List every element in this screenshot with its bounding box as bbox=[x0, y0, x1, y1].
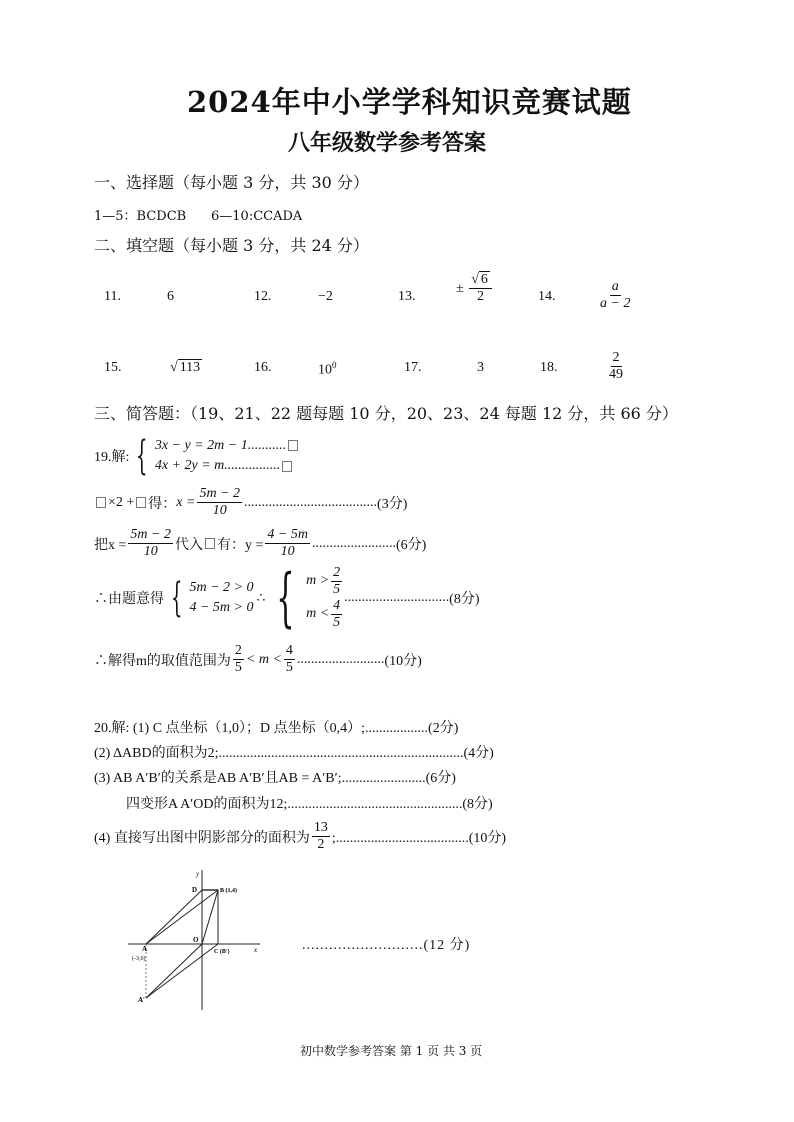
coordinate-figure bbox=[124, 862, 274, 1012]
fraction-denominator: 49 bbox=[609, 367, 623, 383]
score: (8分) bbox=[449, 592, 480, 608]
score: (3分) bbox=[377, 496, 408, 512]
fraction bbox=[598, 279, 632, 312]
fill-item-answer: √ 113 bbox=[170, 360, 201, 375]
point-a2-label: A′ bbox=[138, 996, 146, 1004]
point-o-label: O bbox=[193, 936, 199, 944]
fill-item-no: 16. bbox=[254, 360, 272, 375]
point-a-coord: (-3,0) bbox=[132, 956, 146, 962]
left-brace: { bbox=[170, 575, 183, 622]
score: (6分) bbox=[395, 537, 427, 553]
fill-item-answer: 6 bbox=[167, 289, 174, 304]
section-choice-heading: 一、选择题（每小题 3 分，共 30 分） bbox=[94, 173, 369, 192]
fraction bbox=[469, 272, 492, 305]
fill-item-no: 13. bbox=[398, 289, 416, 304]
score: (10分) bbox=[384, 653, 422, 669]
inequality-system: m > $\frac{2}{5}$ m < $\frac{4}{5}$ bbox=[306, 565, 341, 631]
q19-step3: ∴由题意得 { 5m − 2 > 0 4 − 5m > 0 ∴ { m > $\frac{2}{5}$ m < $\frac{4}{5}$ .............................. (8分) bbox=[94, 561, 480, 636]
q19-step4: ∴解得m的取值范围为 $\frac{2}{5}$ < m < $\frac{4}{5}$ ......................... (10分) bbox=[94, 643, 422, 676]
q20-line3: (3) AB A′B′的关系是AB A′B′且AB = A′B′;........................(6分) bbox=[94, 771, 456, 786]
fill-item-no: 11. bbox=[104, 289, 121, 304]
fill-item-no: 12. bbox=[254, 289, 272, 304]
q19-step2: 把x = $\frac{5m - 2}{10}$ 代入 有：y = $\frac{4 - 5m}{10}$ ........................ (6分) bbox=[94, 527, 427, 560]
q20-line1: 20.解: (1) C 点坐标（1,0）；D 点坐标（0,4）;..................(2分) bbox=[94, 721, 459, 736]
fill-item-answer bbox=[605, 350, 627, 383]
y-label: y bbox=[196, 870, 200, 878]
point-d-label: D bbox=[192, 886, 198, 894]
point-a-label: A bbox=[142, 945, 148, 953]
fraction-numerator: √ 6 bbox=[469, 272, 492, 289]
q20-line4: 四变形A A′OD的面积为12;..................................................(8分) bbox=[126, 797, 493, 812]
fill-item-no: 18. bbox=[540, 360, 558, 375]
q19-label: 19.解: bbox=[94, 450, 130, 466]
section-short-answer-heading: 三、简答题：（19、21、22 题每题 10 分，20、23、24 每题 12 分，共 66 分） bbox=[94, 404, 678, 423]
q20-line5: (4) 直接写出图中阴影部分的面积为 $\frac{13}{2}$ ;......................................(10分) bbox=[94, 820, 507, 853]
fill-item-no: 15. bbox=[104, 360, 122, 375]
equation-system bbox=[155, 436, 300, 477]
fraction-denominator: a − 2 bbox=[600, 296, 631, 312]
fraction-denominator: 2 bbox=[477, 289, 485, 305]
page-footer: 初中数学参考答案 第 1 页 共 3 页 bbox=[300, 1044, 483, 1058]
fraction: $\frac{4 - 5m}{10}$ bbox=[267, 527, 308, 560]
inequality-system: 5m − 2 > 0 4 − 5m > 0 bbox=[189, 579, 254, 616]
segment-a2b2 bbox=[146, 944, 218, 998]
choice-answers: 1—5：BCDCB 6—10:CCADA bbox=[94, 209, 303, 224]
fill-item-no: 14. bbox=[538, 289, 556, 304]
left-brace: { bbox=[136, 433, 148, 480]
q19-step1: ×2 + 得： x = $\frac{5m - 2}{10}$ ...................................... (3分) bbox=[94, 486, 407, 519]
fraction-numerator: a bbox=[610, 279, 621, 296]
fraction: $\frac{5m - 2}{10}$ bbox=[130, 527, 171, 560]
section-fill-heading: 二、填空题（每小题 3 分，共 24 分） bbox=[94, 236, 369, 255]
fill-item-answer: 3 bbox=[477, 360, 484, 375]
fraction bbox=[607, 350, 625, 383]
segment-ab bbox=[146, 890, 218, 944]
fill-item-answer: −2 bbox=[318, 289, 333, 304]
fraction: $\frac{5m - 2}{10}$ bbox=[199, 486, 241, 519]
q19-system bbox=[94, 433, 300, 480]
q20-line6: ...........................(12 分) bbox=[302, 938, 471, 953]
fraction-numerator: 2 bbox=[611, 350, 622, 367]
x-label: x bbox=[254, 946, 258, 954]
fill-item-answer bbox=[456, 272, 494, 305]
fill-item-answer bbox=[596, 279, 634, 312]
segment-a2o bbox=[146, 944, 202, 998]
point-c-label: C (B′) bbox=[214, 949, 230, 955]
equation-line: 3x − y = 2m − 1........... bbox=[155, 436, 300, 456]
radicand: 113 bbox=[179, 360, 201, 375]
fill-item-answer: $10^0$ bbox=[318, 360, 337, 378]
page-title: 2024年中小学学科知识竞赛试题 bbox=[187, 85, 632, 119]
q20-line2: (2) ΔABD的面积为2;......................................................................(4分) bbox=[94, 746, 494, 761]
left-brace: { bbox=[276, 561, 295, 636]
fill-item-no: 17. bbox=[404, 360, 422, 375]
equation-line: 4x + 2y = m................ bbox=[155, 456, 300, 476]
point-b-label: B (1,4) bbox=[220, 888, 237, 894]
plus-minus: ± bbox=[456, 280, 464, 296]
page-subtitle: 八年级数学参考答案 bbox=[288, 130, 487, 156]
